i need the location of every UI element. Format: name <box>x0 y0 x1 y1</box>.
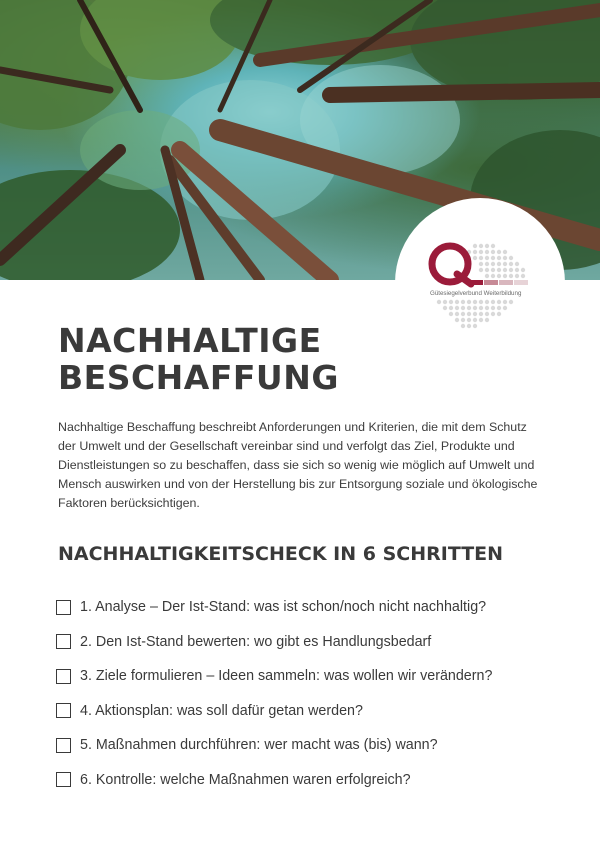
checklist-item <box>56 659 492 694</box>
checklist-item <box>56 763 492 798</box>
checkbox-icon[interactable] <box>56 669 71 684</box>
checkbox-icon[interactable] <box>56 772 71 787</box>
checklist-item-label: 3. Ziele formulieren – Ideen sammeln: was wollen wir verändern? <box>80 668 493 685</box>
page-title <box>58 322 339 396</box>
checklist-item-label: 2. Den Ist-Stand bewerten: wo gibt es Handlungsbedarf <box>80 633 432 650</box>
checklist <box>56 590 492 797</box>
intro-paragraph: Nachhaltige Beschaffung beschreibt Anforderungen und Kriterien, die mit dem Schutz der Umwelt und der Gesellschaft vereinbar sind und verfolgt das Ziel, Produkte und Dienstleistungen so zu beschaffen, dass sie sich so wenig wie möglich auf Umwelt und Mensch auswirken und von der Herstellung bis zur Entsorgung soziale und ökologische Faktoren berücksichtigen. <box>58 420 538 510</box>
checkbox-icon[interactable] <box>56 600 71 615</box>
title-line-1: NACHHALTIGE <box>58 321 322 360</box>
logo-caption: Gütesiegelverbund Weiterbildung <box>430 290 522 297</box>
checklist-item <box>56 590 492 625</box>
checkbox-icon[interactable] <box>56 634 71 649</box>
checklist-item-label: 1. Analyse – Der Ist-Stand: was ist schon/noch nicht nachhaltig? <box>80 599 487 616</box>
checklist-item <box>56 694 492 729</box>
title-line-2: BESCHAFFUNG <box>58 358 339 397</box>
section-heading: NACHHALTIGKEITSCHECK IN 6 SCHRITTEN <box>58 543 504 565</box>
checkbox-icon[interactable] <box>56 738 71 753</box>
checklist-item-label: 5. Maßnahmen durchführen: wer macht was (bis) wann? <box>80 737 438 754</box>
checklist-item-label: 4. Aktionsplan: was soll dafür getan werden? <box>80 702 363 719</box>
checklist-item <box>56 728 492 763</box>
checkbox-icon[interactable] <box>56 703 71 718</box>
checklist-item-label: 6. Kontrolle: welche Maßnahmen waren erfolgreich? <box>80 771 411 788</box>
checklist-item <box>56 625 492 660</box>
